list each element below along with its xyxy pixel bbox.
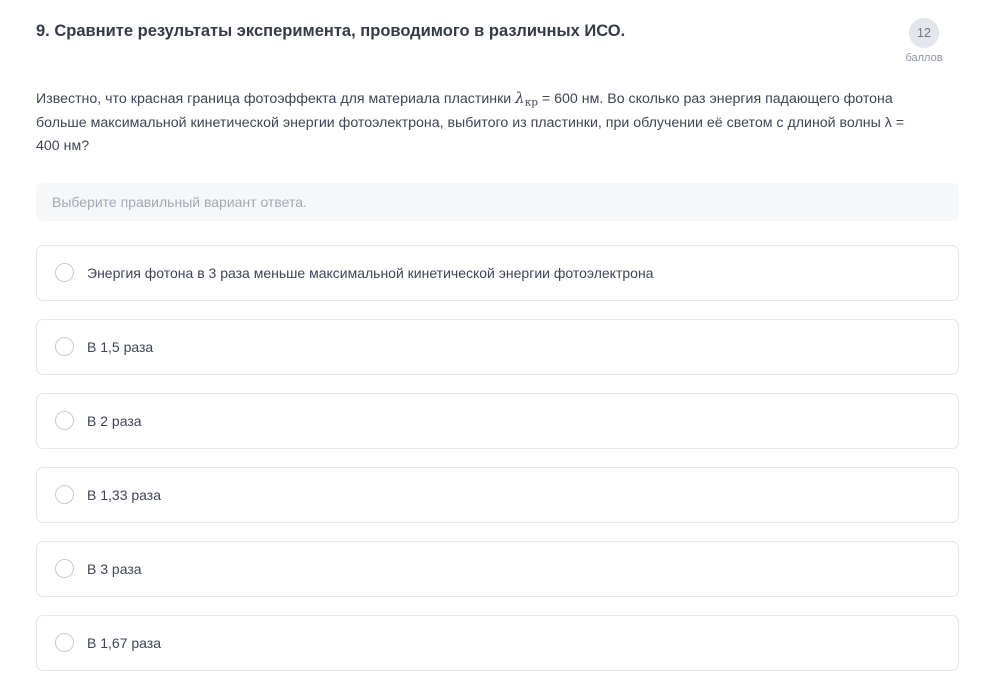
- option-row[interactable]: [36, 245, 959, 301]
- option-row[interactable]: [36, 467, 959, 523]
- question-statement: [36, 86, 916, 159]
- page-title: 9. Сравните результаты эксперимента, проводимого в различных ИСО.: [36, 22, 626, 40]
- option-row[interactable]: [36, 541, 959, 597]
- option-label: В 3 раза: [87, 560, 142, 577]
- answer-hint-bar: [36, 183, 959, 221]
- option-row[interactable]: [36, 393, 959, 449]
- statement-part-two: = 600 нм. Во сколько раз энергия падающего фотона больше максимальной кинетической энергии фотоэлектрона, выбитого из пластинки, при облучении её светом с длиной волны λ = 400 нм?: [36, 91, 905, 155]
- lambda-subscript: кр: [524, 96, 538, 109]
- option-label: Энергия фотона в 3 раза меньше максимальной кинетической энергии фотоэлектрона: [87, 264, 654, 281]
- radio-button-icon[interactable]: [55, 337, 74, 356]
- score-label: баллов: [905, 52, 943, 64]
- score-value: 12: [909, 18, 939, 48]
- answer-hint-text: Выберите правильный вариант ответа.: [52, 193, 307, 210]
- radio-button-icon[interactable]: [55, 633, 74, 652]
- option-row[interactable]: [36, 319, 959, 375]
- radio-button-icon[interactable]: [55, 411, 74, 430]
- option-label: В 1,33 раза: [87, 486, 161, 503]
- option-label: В 1,5 раза: [87, 338, 154, 355]
- radio-button-icon[interactable]: [55, 263, 74, 282]
- option-row[interactable]: [36, 615, 959, 671]
- option-label: В 1,67 раза: [87, 634, 161, 651]
- statement-part-one: Известно, что красная граница фотоэффекта для материала пластинки: [36, 91, 516, 107]
- lambda-symbol: λ: [515, 89, 525, 107]
- score-badge: [889, 18, 959, 64]
- options-list: [36, 245, 959, 671]
- option-label: В 2 раза: [87, 412, 142, 429]
- radio-button-icon[interactable]: [55, 559, 74, 578]
- radio-button-icon[interactable]: [55, 485, 74, 504]
- question-header: [36, 18, 959, 64]
